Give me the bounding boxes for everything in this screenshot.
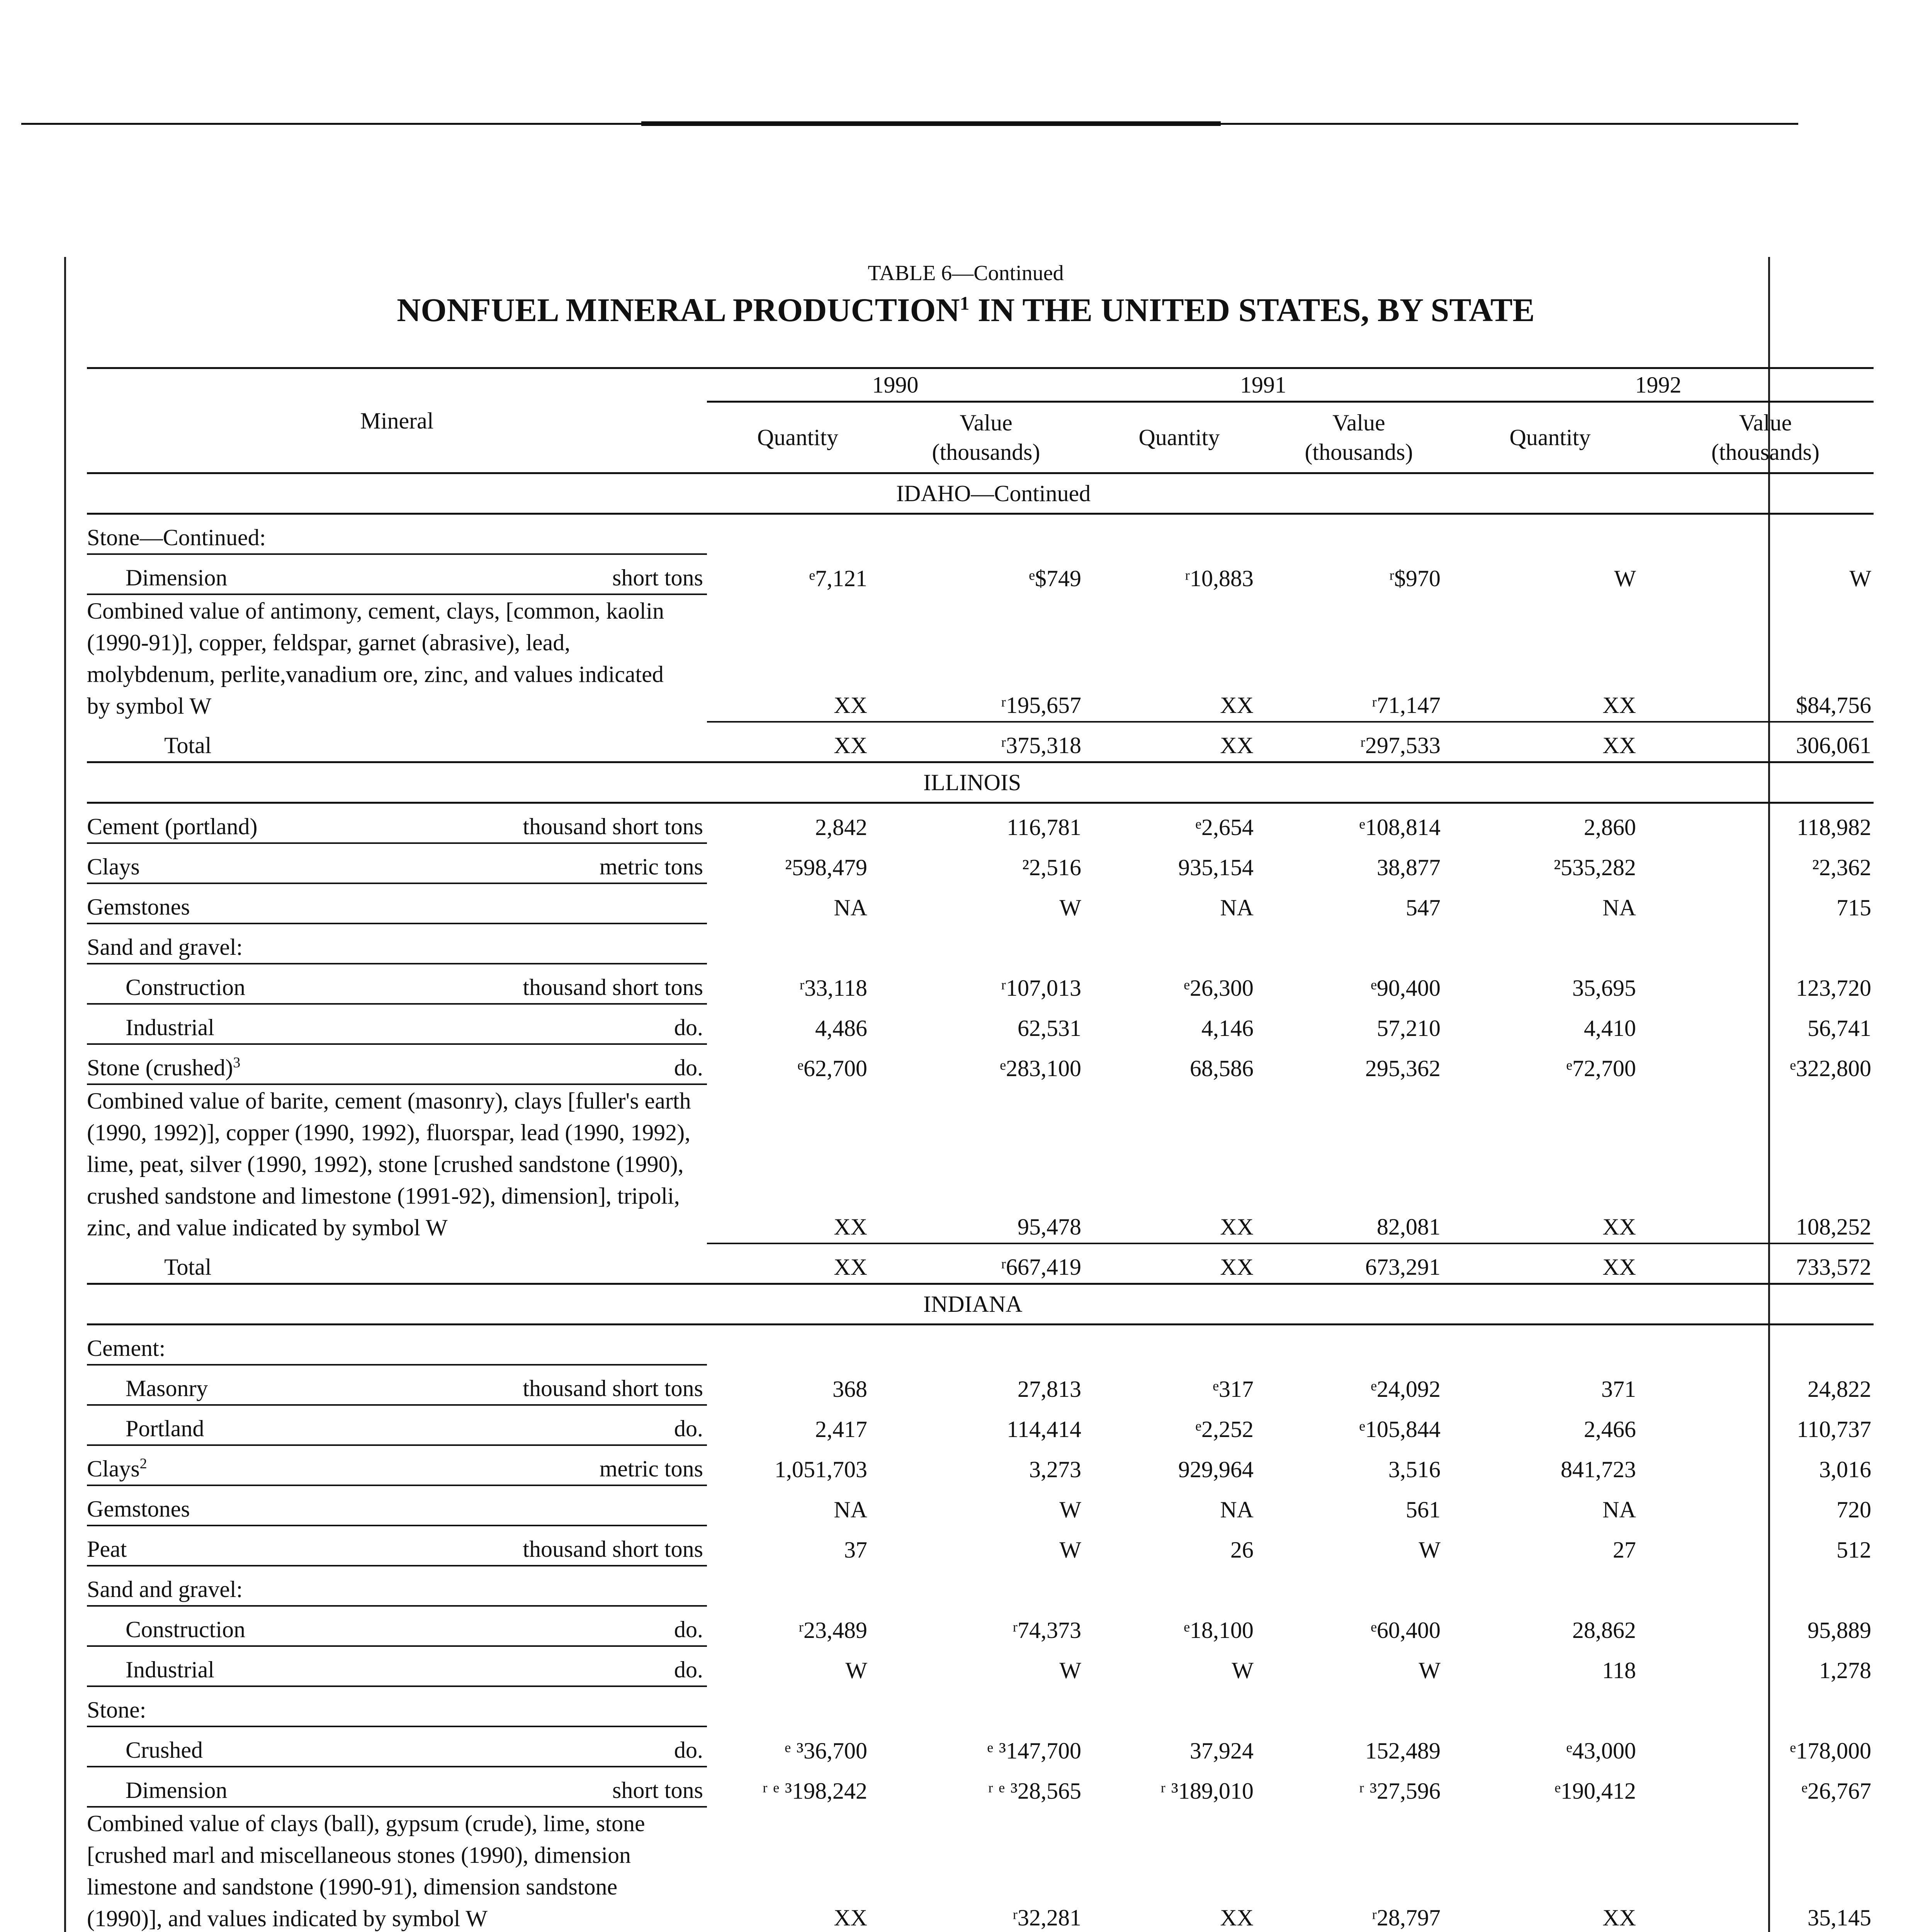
cell: 371 xyxy=(1601,1376,1636,1402)
header-years-row xyxy=(87,368,1874,402)
cell: ᵉ72,700 xyxy=(1566,1056,1636,1081)
cell: 720 xyxy=(1836,1497,1871,1522)
cell: ᵉ ³36,700 xyxy=(785,1738,867,1764)
table-row xyxy=(87,803,1874,844)
cell: ²598,479 xyxy=(785,855,867,880)
cell: ᵉ108,814 xyxy=(1359,815,1441,840)
table-row xyxy=(87,514,1874,554)
cell: 95,889 xyxy=(1808,1617,1871,1643)
row-label: Clays$^2$ metric tons xyxy=(87,1445,707,1485)
cell: ʳ$970 xyxy=(1389,566,1441,591)
cell: ʳ74,373 xyxy=(1012,1617,1081,1643)
table-row xyxy=(87,1445,1874,1485)
row-label: Industrial do. xyxy=(87,1004,707,1044)
cell: 27 xyxy=(1613,1537,1636,1563)
cell: 2,860 xyxy=(1584,815,1636,840)
cell: 929,964 xyxy=(1178,1457,1254,1482)
quantity-header: Quantity xyxy=(1509,425,1591,450)
row-label: Total xyxy=(164,733,212,758)
row-label: Industrial do. xyxy=(87,1646,707,1686)
mineral-header: Mineral xyxy=(87,368,707,473)
cell: 4,410 xyxy=(1584,1015,1636,1041)
cell: 3,016 xyxy=(1819,1457,1871,1482)
cell: W xyxy=(1419,1537,1441,1563)
cell: 733,572 xyxy=(1796,1254,1871,1280)
cell: XX xyxy=(1084,594,1275,722)
cell: 108,252 xyxy=(1657,1084,1874,1243)
table-title: NONFUEL MINERAL PRODUCTION$^1$ IN THE UNITED STATES, BY STATE xyxy=(397,291,1535,328)
table-subtitle: TABLE 6—Continued xyxy=(868,261,1064,285)
table-row xyxy=(87,554,1874,594)
cell: ᵉ322,800 xyxy=(1790,1056,1871,1081)
cell: 26 xyxy=(1230,1537,1254,1563)
cell: 368 xyxy=(832,1376,867,1402)
row-label: Gemstones xyxy=(87,883,707,923)
table-row xyxy=(87,1807,1874,1932)
cell: NA xyxy=(1220,1497,1254,1522)
cell: W xyxy=(845,1658,867,1683)
left-margin-rule xyxy=(64,257,66,1932)
cell: 3,273 xyxy=(1029,1457,1081,1482)
table-row xyxy=(87,1526,1874,1566)
cell: 673,291 xyxy=(1365,1254,1441,1280)
cell: NA xyxy=(834,895,867,920)
cell: 110,737 xyxy=(1797,1417,1871,1442)
cell: W xyxy=(1059,895,1081,920)
row-label: Stone (crushed)$^3$ do. xyxy=(87,1044,707,1084)
cell: 27,813 xyxy=(1018,1376,1081,1402)
cell: 715 xyxy=(1836,895,1871,920)
cell: W xyxy=(1059,1537,1081,1563)
cell: NA xyxy=(1602,895,1636,920)
table-row xyxy=(87,1365,1874,1405)
table-row xyxy=(87,1004,1874,1044)
cell: 38,877 xyxy=(1377,855,1441,880)
table-row xyxy=(87,1726,1874,1767)
cell: W xyxy=(1232,1658,1254,1683)
cell: W xyxy=(1059,1658,1081,1683)
cell: 547 xyxy=(1406,895,1441,920)
cell: NA xyxy=(834,1497,867,1522)
cell: 118,982 xyxy=(1797,815,1871,840)
cell: 935,154 xyxy=(1178,855,1254,880)
row-label: Cement (portland) thousand short tons xyxy=(87,803,707,844)
row-label: Masonry thousand short tons xyxy=(87,1365,707,1405)
table-row xyxy=(87,1606,1874,1646)
cell: W xyxy=(1059,1497,1081,1522)
cell: $84,756 xyxy=(1657,594,1874,722)
cell: 1,278 xyxy=(1819,1658,1871,1683)
cell: NA xyxy=(1602,1497,1636,1522)
cell: ʳ667,419 xyxy=(1001,1254,1081,1280)
cell: 82,081 xyxy=(1275,1084,1443,1243)
row-label: Cement: xyxy=(87,1325,707,1365)
cell: W xyxy=(1419,1658,1441,1683)
cell: ᵉ$749 xyxy=(1029,566,1081,591)
row-label: Sand and gravel: xyxy=(87,1566,707,1606)
row-label: Clays metric tons xyxy=(87,843,707,883)
cell: ʳ33,118 xyxy=(799,975,867,1001)
cell: ʳ375,318 xyxy=(1001,733,1081,758)
cell: XX xyxy=(707,1084,888,1243)
cell: ᵉ2,654 xyxy=(1195,815,1254,840)
value-header: Value (thousands) xyxy=(1711,410,1819,465)
cell: 561 xyxy=(1406,1497,1441,1522)
row-label: Stone: xyxy=(87,1686,707,1726)
total-row xyxy=(87,722,1874,762)
table-row xyxy=(87,843,1874,883)
cell: XX xyxy=(1220,733,1254,758)
cell: ᵉ62,700 xyxy=(797,1056,867,1081)
cell: XX xyxy=(1084,1807,1275,1932)
table-row xyxy=(87,1767,1874,1807)
row-label: Stone—Continued: xyxy=(87,514,707,554)
cell: ²535,282 xyxy=(1554,855,1636,880)
table-row xyxy=(87,594,1874,722)
cell: 1,051,703 xyxy=(775,1457,867,1482)
cell: ᵉ283,100 xyxy=(1000,1056,1081,1081)
section-indiana: INDIANA xyxy=(707,1284,1874,1325)
value-header: Value (thousands) xyxy=(1305,410,1413,465)
row-label: Construction thousand short tons xyxy=(87,964,707,1004)
cell: ²2,516 xyxy=(1022,855,1081,880)
cell: 57,210 xyxy=(1377,1015,1441,1041)
cell: ᵉ105,844 xyxy=(1359,1417,1441,1442)
cell: ʳ ³27,596 xyxy=(1359,1778,1441,1804)
cell: 152,489 xyxy=(1365,1738,1441,1764)
cell: ʳ ᵉ ³198,242 xyxy=(762,1778,867,1804)
cell: ᵉ90,400 xyxy=(1371,975,1441,1001)
row-label: Combined value of antimony, cement, clays, [common, kaolin (1990-91)], copper, feldspar, garnet (abrasive), lead, molybdenum, perlite,vanadium ore, zinc, and values indicated by symbol W xyxy=(87,598,664,719)
cell: 2,842 xyxy=(815,815,867,840)
cell: 3,516 xyxy=(1388,1457,1441,1482)
table-row xyxy=(87,1485,1874,1526)
row-label: Construction do. xyxy=(87,1606,707,1646)
cell: W xyxy=(1614,566,1636,591)
cell: 95,478 xyxy=(888,1084,1084,1243)
cell: 35,145 xyxy=(1657,1807,1874,1932)
table-row xyxy=(87,923,1874,964)
cell: 841,723 xyxy=(1561,1457,1636,1482)
cell: ²2,362 xyxy=(1812,855,1871,880)
cell: 2,417 xyxy=(815,1417,867,1442)
cell: 118 xyxy=(1602,1658,1636,1683)
cell: W xyxy=(1849,566,1871,591)
cell: XX xyxy=(1602,733,1636,758)
cell: ᵉ7,121 xyxy=(809,566,867,591)
cell: 37,924 xyxy=(1190,1738,1254,1764)
table-row xyxy=(87,964,1874,1004)
section-idaho: IDAHO—Continued xyxy=(707,473,1874,514)
cell: ᵉ178,000 xyxy=(1790,1738,1871,1764)
cell: 37 xyxy=(844,1537,867,1563)
table-row xyxy=(87,1325,1874,1365)
row-label: Total xyxy=(164,1254,212,1280)
cell: 56,741 xyxy=(1808,1015,1871,1041)
year-1992: 1992 xyxy=(1443,368,1874,402)
table-row xyxy=(87,1084,1874,1243)
row-label: Combined value of barite, cement (masonry), clays [fuller's earth (1990, 1992)], copper (1990, 1992), fluorspar, lead (1990, 1992), lime, peat, silver (1990, 1992), stone [crushed sandstone (1990), crushed sandstone and limestone (1991-92), dimension], tripoli, zinc, and value indicated by symbol W xyxy=(87,1088,691,1240)
year-1990: 1990 xyxy=(707,368,1084,402)
cell: ᵉ2,252 xyxy=(1195,1417,1254,1442)
year-1991: 1991 xyxy=(1084,368,1443,402)
section-illinois: ILLINOIS xyxy=(707,762,1874,803)
cell: 114,414 xyxy=(1007,1417,1081,1442)
cell: 306,061 xyxy=(1796,733,1871,758)
cell: ʳ107,013 xyxy=(1001,975,1081,1001)
row-label: Peat thousand short tons xyxy=(87,1526,707,1566)
row-label: Dimension short tons xyxy=(87,1767,707,1807)
table-row xyxy=(87,1686,1874,1726)
cell: ʳ195,657 xyxy=(888,594,1084,722)
quantity-header: Quantity xyxy=(757,425,838,450)
cell: 68,586 xyxy=(1190,1056,1254,1081)
cell: XX xyxy=(834,733,867,758)
cell: 62,531 xyxy=(1018,1015,1081,1041)
cell: ᵉ60,400 xyxy=(1371,1617,1441,1643)
cell: ʳ32,281 xyxy=(888,1807,1084,1932)
cell: NA xyxy=(1220,895,1254,920)
cell: XX xyxy=(834,1254,867,1280)
cell: ʳ ³189,010 xyxy=(1160,1778,1254,1804)
cell: XX xyxy=(1443,1807,1657,1932)
row-label: Dimension short tons xyxy=(87,554,707,594)
cell: 28,862 xyxy=(1572,1617,1636,1643)
top-rule-accent xyxy=(641,121,1221,126)
cell: 4,486 xyxy=(815,1015,867,1041)
table-row xyxy=(87,1044,1874,1084)
table-row xyxy=(87,1646,1874,1686)
cell: 35,695 xyxy=(1572,975,1636,1001)
cell: ᵉ190,412 xyxy=(1554,1778,1636,1804)
cell: ᵉ43,000 xyxy=(1566,1738,1636,1764)
section-header xyxy=(87,1284,1874,1325)
cell: ʳ23,489 xyxy=(798,1617,867,1643)
row-label: Sand and gravel: xyxy=(87,923,707,964)
cell: ᵉ26,300 xyxy=(1184,975,1254,1001)
table-row xyxy=(87,1405,1874,1445)
cell: ᵉ ³147,700 xyxy=(987,1738,1081,1764)
cell: 116,781 xyxy=(1007,815,1081,840)
cell: 4,146 xyxy=(1201,1015,1254,1041)
cell: 24,822 xyxy=(1808,1376,1871,1402)
cell: 2,466 xyxy=(1584,1417,1636,1442)
cell: 123,720 xyxy=(1796,975,1871,1001)
cell: ᵉ317 xyxy=(1213,1376,1254,1402)
cell: XX xyxy=(1602,1254,1636,1280)
cell: ʳ ᵉ ³28,565 xyxy=(988,1778,1081,1804)
row-label: Crushed do. xyxy=(87,1726,707,1767)
cell: XX xyxy=(1443,594,1657,722)
row-label: Portland do. xyxy=(87,1405,707,1445)
section-header xyxy=(87,473,1874,514)
cell: ʳ297,533 xyxy=(1360,733,1441,758)
cell: XX xyxy=(1220,1254,1254,1280)
cell: XX xyxy=(1084,1084,1275,1243)
row-label: Combined value of clays (ball), gypsum (crude), lime, stone [crushed marl and miscellaneous stones (1990), dimension limestone and sandstone (1990-91), dimension sandstone (1990)], and values indicated by symbol W xyxy=(87,1811,645,1931)
cell: ʳ28,797 xyxy=(1275,1807,1443,1932)
production-table xyxy=(87,367,1874,1932)
cell: 512 xyxy=(1836,1537,1871,1563)
table-row xyxy=(87,1566,1874,1606)
total-row xyxy=(87,1243,1874,1284)
cell: ʳ71,147 xyxy=(1275,594,1443,722)
table-row xyxy=(87,883,1874,923)
cell: XX xyxy=(707,594,888,722)
cell: 295,362 xyxy=(1365,1056,1441,1081)
cell: ʳ10,883 xyxy=(1184,566,1254,591)
value-header: Value (thousands) xyxy=(932,410,1040,465)
cell: ᵉ18,100 xyxy=(1184,1617,1254,1643)
quantity-header: Quantity xyxy=(1138,425,1220,450)
cell: ᵉ26,767 xyxy=(1801,1778,1871,1804)
cell: XX xyxy=(707,1807,888,1932)
cell: ᵉ24,092 xyxy=(1371,1376,1441,1402)
row-label: Gemstones xyxy=(87,1485,707,1526)
cell: XX xyxy=(1443,1084,1657,1243)
section-header xyxy=(87,762,1874,803)
